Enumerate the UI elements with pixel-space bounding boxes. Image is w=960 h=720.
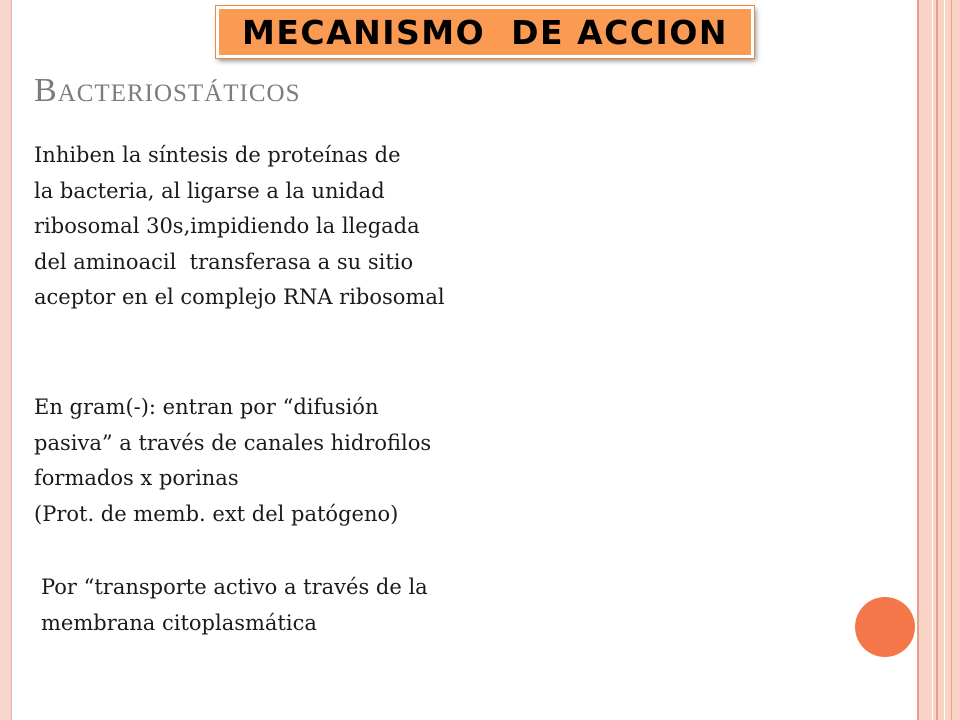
heading-rest: ACTERIOSTÁTICOS [57,80,301,107]
right-stripe [944,0,945,720]
right-stripe [917,0,919,720]
slide-title: MECANISMO DE ACCION [241,12,729,52]
heading-initial: B [34,72,58,109]
right-stripe [932,0,933,720]
section-heading [34,74,300,108]
text-line: pasiva” a través de canales hidrofilos [34,430,432,455]
left-border-decoration [0,0,12,720]
text-line: aceptor en el complejo RNA ribosomal [34,285,445,309]
paragraph-protein-synthesis [34,138,445,316]
text-line: la bacteria, al ligarse a la unidad [34,178,385,203]
right-stripe [936,0,938,720]
right-border-band [917,0,960,720]
text-line: En gram(-): entran por “difusión [34,395,379,419]
text-line: Inhiben la síntesis de proteínas de [34,143,401,167]
text-line: del aminoacil transferasa a su sitio [34,249,414,274]
title-banner [216,6,754,58]
paragraph-gram-negative [34,390,431,532]
text-line: (Prot. de memb. ext del patógeno) [34,501,399,526]
right-stripe [951,0,952,720]
paragraph-active-transport [41,570,428,641]
decorative-circle [855,597,915,657]
text-line: ribosomal 30s,impidiendo la llegada [34,214,420,238]
text-line: formados x porinas [34,466,239,490]
text-line: Por “transporte activo a través de la [41,575,428,599]
text-line: membrana citoplasmática [41,610,317,635]
